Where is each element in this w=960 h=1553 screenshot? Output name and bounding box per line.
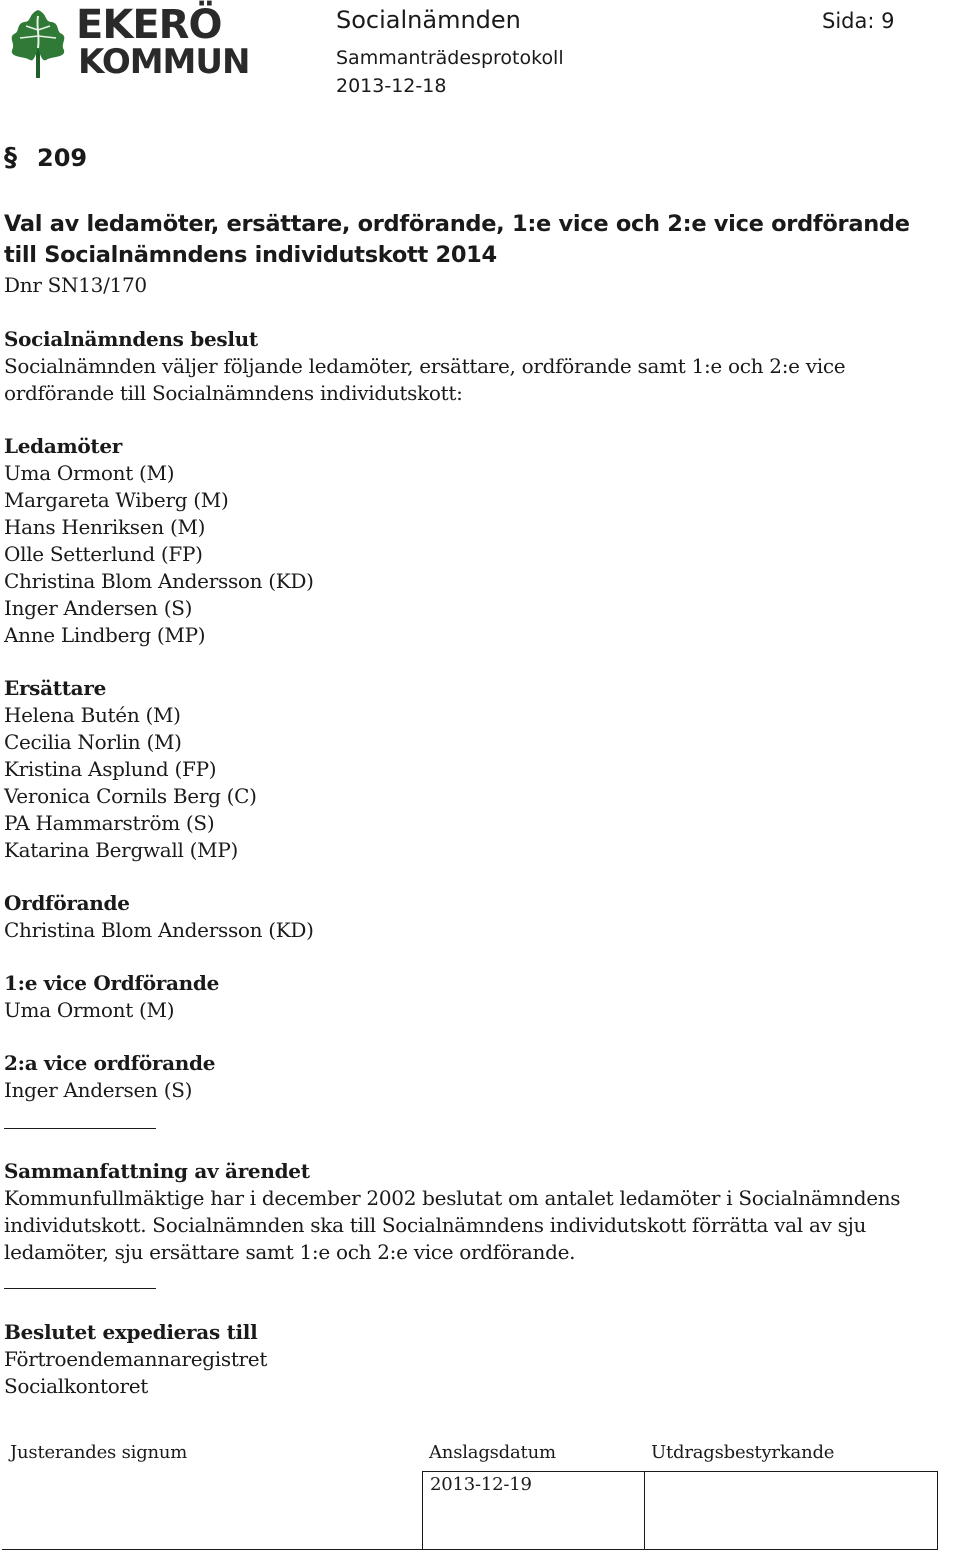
substitute-name: Helena Butén (M) — [4, 703, 181, 727]
paragraph-number-value: 209 — [37, 144, 88, 172]
paragraph-number — [4, 143, 87, 173]
decision-text-line: ordförande till Socialnämndens individutskott: — [4, 381, 463, 405]
posting-date-value: 2013-12-19 — [430, 1474, 532, 1495]
member-name: Anne Lindberg (MP) — [4, 623, 206, 647]
chair-heading: Ordförande — [4, 891, 130, 915]
meeting-date: 2013-12-18 — [336, 75, 447, 97]
item-title — [4, 209, 960, 271]
document-type: Sammanträdesprotokoll — [336, 47, 564, 69]
section-symbol: § — [4, 143, 17, 173]
footer-box-top-line — [422, 1471, 938, 1472]
member-name: Christina Blom Andersson (KD) — [4, 569, 314, 593]
section-divider — [4, 1288, 156, 1289]
page-number: Sida: 9 — [822, 9, 895, 33]
substitute-name: Kristina Asplund (FP) — [4, 757, 217, 781]
dispatch-heading: Beslutet expedieras till — [4, 1320, 258, 1344]
chair-name: Christina Blom Andersson (KD) — [4, 918, 314, 942]
substitute-name: PA Hammarström (S) — [4, 811, 215, 835]
section-divider — [4, 1128, 156, 1129]
oak-leaf-icon — [6, 4, 70, 82]
item-title-line: Val av ledamöter, ersättare, ordförande, 1:e vice och 2:e vice ordförande — [4, 211, 910, 237]
dispatch-recipient: Förtroendemannaregistret — [4, 1347, 268, 1371]
first-vice-chair-name: Uma Ormont (M) — [4, 998, 175, 1022]
footer-box-divider — [644, 1471, 645, 1549]
member-name: Margareta Wiberg (M) — [4, 488, 229, 512]
second-vice-chair-heading: 2:a vice ordförande — [4, 1051, 216, 1075]
substitute-name: Katarina Bergwall (MP) — [4, 838, 238, 862]
posting-date-label: Anslagsdatum — [429, 1442, 556, 1463]
footer-bottom-line — [2, 1549, 938, 1550]
decision-heading: Socialnämndens beslut — [4, 327, 258, 351]
substitute-name: Veronica Cornils Berg (C) — [4, 784, 257, 808]
substitute-name: Cecilia Norlin (M) — [4, 730, 182, 754]
decision-text-line: Socialnämnden väljer följande ledamöter, ersättare, ordförande samt 1:e och 2:e vice — [4, 354, 846, 378]
summary-heading: Sammanfattning av ärendet — [4, 1159, 310, 1183]
member-name: Hans Henriksen (M) — [4, 515, 206, 539]
substitutes-heading: Ersättare — [4, 676, 106, 700]
document-committee: Socialnämnden — [336, 6, 521, 34]
certified-label: Utdragsbestyrkande — [651, 1442, 835, 1463]
logo-text-kommun: KOMMUN — [78, 42, 250, 82]
summary-text-line: ledamöter, sju ersättare samt 1:e och 2:e vice ordförande. — [4, 1240, 576, 1264]
logo-text-ekero: EKERÖ — [76, 2, 222, 48]
ekero-kommun-logo — [6, 2, 250, 82]
footer-box-divider — [422, 1471, 423, 1549]
signatures-label: Justerandes signum — [10, 1442, 188, 1463]
first-vice-chair-heading: 1:e vice Ordförande — [4, 971, 220, 995]
summary-text-line: individutskott. Socialnämnden ska till Socialnämndens individutskott förrätta val av sju — [4, 1213, 867, 1237]
footer-box-divider — [937, 1471, 938, 1549]
item-title-line: till Socialnämndens individutskott 2014 — [4, 242, 497, 268]
summary-text-line: Kommunfullmäktige har i december 2002 beslutat om antalet ledamöter i Socialnämndens — [4, 1186, 901, 1210]
diary-number: Dnr SN13/170 — [4, 273, 147, 297]
second-vice-chair-name: Inger Andersen (S) — [4, 1078, 193, 1102]
member-name: Olle Setterlund (FP) — [4, 542, 203, 566]
member-name: Inger Andersen (S) — [4, 596, 193, 620]
dispatch-recipient: Socialkontoret — [4, 1374, 149, 1398]
member-name: Uma Ormont (M) — [4, 461, 175, 485]
members-heading: Ledamöter — [4, 434, 123, 458]
